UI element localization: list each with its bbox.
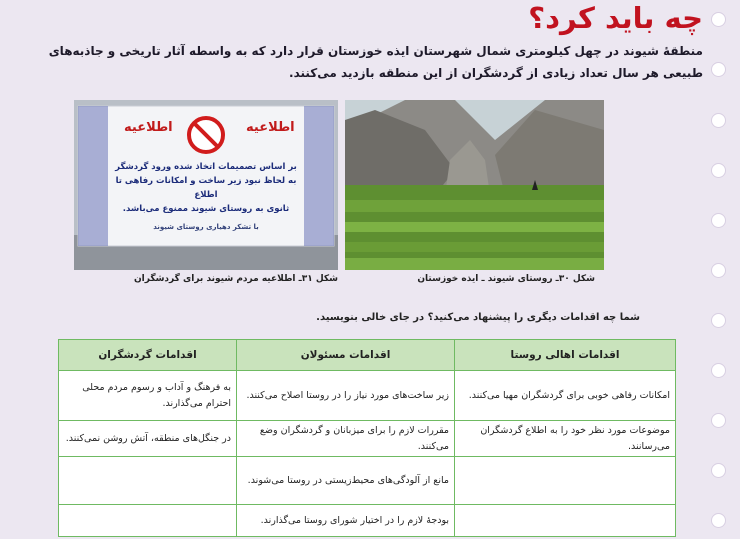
- banner-title-left: اطلاعیه: [124, 120, 173, 135]
- binder-hole: [711, 463, 726, 478]
- measures-table: [58, 339, 676, 537]
- table-cell[interactable]: [455, 505, 676, 537]
- table-cell[interactable]: بودجهٔ لازم را در اختیار شورای روستا می‌گذارند.: [237, 505, 455, 537]
- table-row: [59, 457, 676, 505]
- banner-footer: با تشکر دهیاری روستای شیوند: [153, 223, 259, 231]
- table-row: [59, 371, 676, 421]
- table-cell[interactable]: مانع از آلودگی‌های محیط‌زیستی در روستا می‌شوند.: [237, 457, 455, 505]
- table-cell[interactable]: [59, 457, 237, 505]
- binder-hole: [711, 213, 726, 228]
- banner-line: به لحاظ نبود زیر ساخت و امکانات رفاهی تا اطلاع: [115, 176, 297, 200]
- table-cell[interactable]: [455, 457, 676, 505]
- table-cell[interactable]: زیر ساخت‌های مورد نیاز را در روستا اصلاح می‌کنند.: [237, 371, 455, 421]
- banner-line: ثانوی به روستای شیوند ممنوع می‌باشد.: [122, 204, 290, 214]
- binder-hole: [711, 413, 726, 428]
- table-row: [59, 505, 676, 537]
- table-cell[interactable]: مقررات لازم را برای میزبانان و گردشگران وضع می‌کنند.: [237, 421, 455, 457]
- notice-photo: [74, 100, 338, 270]
- binder-hole: [711, 163, 726, 178]
- table-cell[interactable]: [59, 505, 237, 537]
- banner-line: بر اساس تصمیمات اتخاذ شده ورود گردشگر: [115, 162, 297, 172]
- table-cell[interactable]: امکانات رفاهی خوبی برای گردشگران مهیا می‌کنند.: [455, 371, 676, 421]
- binder-hole: [711, 12, 726, 27]
- section-title: چه باید کرد؟: [528, 1, 703, 35]
- binder-hole: [711, 113, 726, 128]
- table-header-row: [59, 340, 676, 371]
- binder-hole: [711, 263, 726, 278]
- village-photo: [345, 100, 604, 270]
- binder-hole: [711, 363, 726, 378]
- caption-figure-31: شکل ۳۱ـ اطلاعیه مردم شیوند برای گردشگران: [133, 274, 338, 284]
- header-tourists: اقدامات گردشگران: [59, 340, 237, 371]
- binder-hole: [711, 62, 726, 77]
- table-cell[interactable]: در جنگل‌های منطقه، آتش روشن نمی‌کنند.: [59, 421, 237, 457]
- header-residents: اقدامات اهالی روستا: [455, 340, 676, 371]
- table-cell[interactable]: به فرهنگ و آداب و رسوم مردم محلی احترام می‌گذارند.: [59, 371, 237, 421]
- binder-holes: [711, 0, 725, 539]
- question-prompt: شما چه اقدامات دیگری را پیشنهاد می‌کنید؟ در جای خالی بنویسید.: [316, 312, 640, 323]
- caption-figure-30: شکل ۳۰ـ روستای شیوند ـ ایذه خوزستان: [417, 274, 595, 284]
- table-cell[interactable]: موضوعات مورد نظر خود را به اطلاع گردشگران می‌رسانند.: [455, 421, 676, 457]
- table-row: [59, 421, 676, 457]
- banner-title-right: اطلاعیه: [246, 120, 295, 135]
- intro-paragraph: منطقهٔ شیوند در چهل کیلومتری شمال شهرستان ایذه خوزستان قرار دارد که به واسطه آثار تاریخی و جاذبه‌های طبیعی هر سال تعداد زیادی از گردشگران از این منطقه بازدید می‌کنند.: [48, 44, 703, 80]
- header-officials: اقدامات مسئولان: [237, 340, 455, 371]
- binder-hole: [711, 513, 726, 528]
- banner-text: [110, 160, 302, 234]
- binder-hole: [711, 313, 726, 328]
